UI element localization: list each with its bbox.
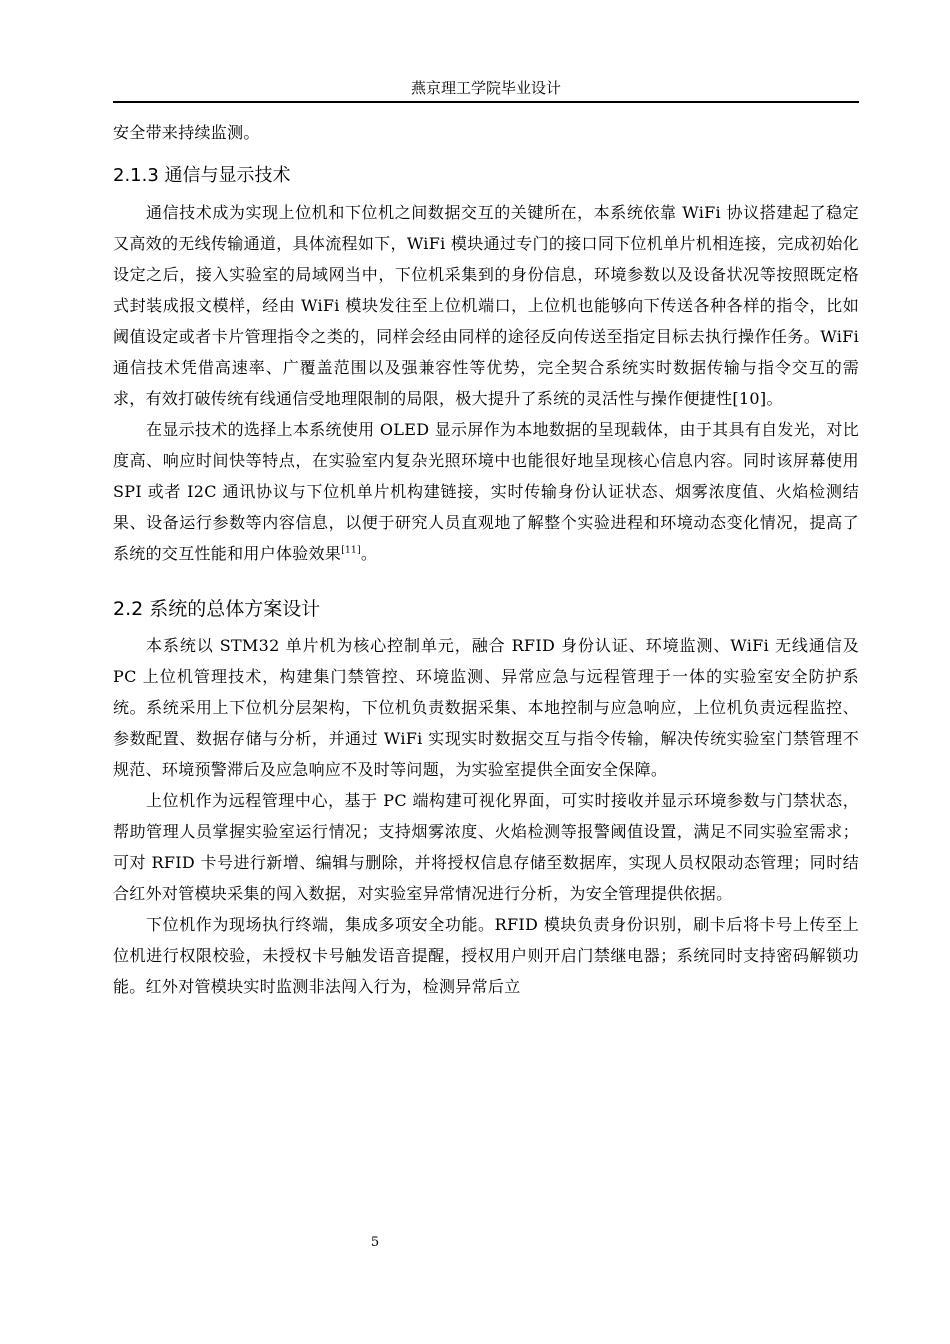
document-body: [113, 117, 859, 1002]
display-paragraph-text: 在显示技术的选择上本系统使用 OLED 显示屏作为本地数据的呈现载体，由于其具有自发光，对比度高、响应时间快等特点，在实验室内复杂光照环境中也能很好地呈现核心信息内容。同时该屏幕使用 SPI 或者 I2C 通讯协议与下位机单片机构建链接，实时传输身份认证状态、烟雾浓度值、火焰检测结果、设备运行参数等内容信息，以便于研究人员直观地了解整个实验进程和环境动态变化情况，提高了系统的交互性能和用户体验效果: [113, 420, 859, 563]
overview-paragraph: 本系统以 STM32 单片机为核心控制单元，融合 RFID 身份认证、环境监测、WiFi 无线通信及 PC 上位机管理技术，构建集门禁管控、环境监测、异常应急与远程管理于一体的实验室安全防护系统。系统采用上下位机分层架构，下位机负责数据采集、本地控制与应急响应，上位机负责远程监控、参数配置、数据存储与分析，并通过 WiFi 实现实时数据交互与指令传输，解决传统实验室门禁管理不规范、环境预警滞后及应急响应不及时等问题，为实验室提供全面安全保障。: [113, 636, 859, 779]
lower-computer-paragraph: 下位机作为现场执行终端，集成多项安全功能。RFID 模块负责身份识别，刷卡后将卡号上传至上位机进行权限校验，未授权卡号触发语音提醒，授权用户则开启门禁继电器；系统同时支持密码解锁功能。红外对管模块实时监测非法闯入行为，检测异常后立: [113, 915, 859, 996]
continuation-paragraph: 安全带来持续监测。: [113, 123, 260, 142]
header-divider: [113, 101, 859, 103]
upper-computer-paragraph: 上位机作为远程管理中心，基于 PC 端构建可视化界面，可实时接收并显示环境参数与门禁状态，帮助管理人员掌握实验室运行情况；支持烟雾浓度、火焰检测等报警阈值设置，满足不同实验室需求；可对 RFID 卡号进行新增、编辑与删除，并将授权信息存储至数据库，实现人员权限动态管理；同时结合红外对管模块采集的闯入数据，对实验室异常情况进行分析，为安全管理提供依据。: [113, 791, 859, 903]
running-header: 燕京理工学院毕业设计: [410, 79, 561, 97]
section-heading-2-2: 2.2 系统的总体方案设计: [113, 598, 321, 620]
page-number: 5: [370, 1235, 380, 1250]
communication-paragraph: 通信技术成为实现上位机和下位机之间数据交互的关键所在，本系统依靠 WiFi 协议搭建起了稳定又高效的无线传输通道，具体流程如下，WiFi 模块通过专门的接口同下位机单片机相连接，完成初始化设定之后，接入实验室的局域网当中，下位机采集到的身份信息，环境参数以及设备状况等按照既定格式封装成报文模样，经由 WiFi 模块发往至上位机端口，上位机也能够向下传送各种各样的指令，比如阈值设定或者卡片管理指令之类的，同样会经由同样的途径反向传送至指定目标去执行操作任务。WiFi 通信技术凭借高速率、广覆盖范围以及强兼容性等优势，完全契合系统实时数据传输与指令交互的需求，有效打破传统有线通信受地理限制的局限，极大提升了系统的灵活性与操作便捷性[10]。: [113, 203, 859, 408]
section-heading-2-1-3: 2.1.3 通信与显示技术: [113, 165, 291, 186]
citation-superscript: [11]: [341, 545, 361, 556]
display-paragraph: [113, 414, 859, 569]
display-paragraph-end: 。: [360, 544, 378, 563]
